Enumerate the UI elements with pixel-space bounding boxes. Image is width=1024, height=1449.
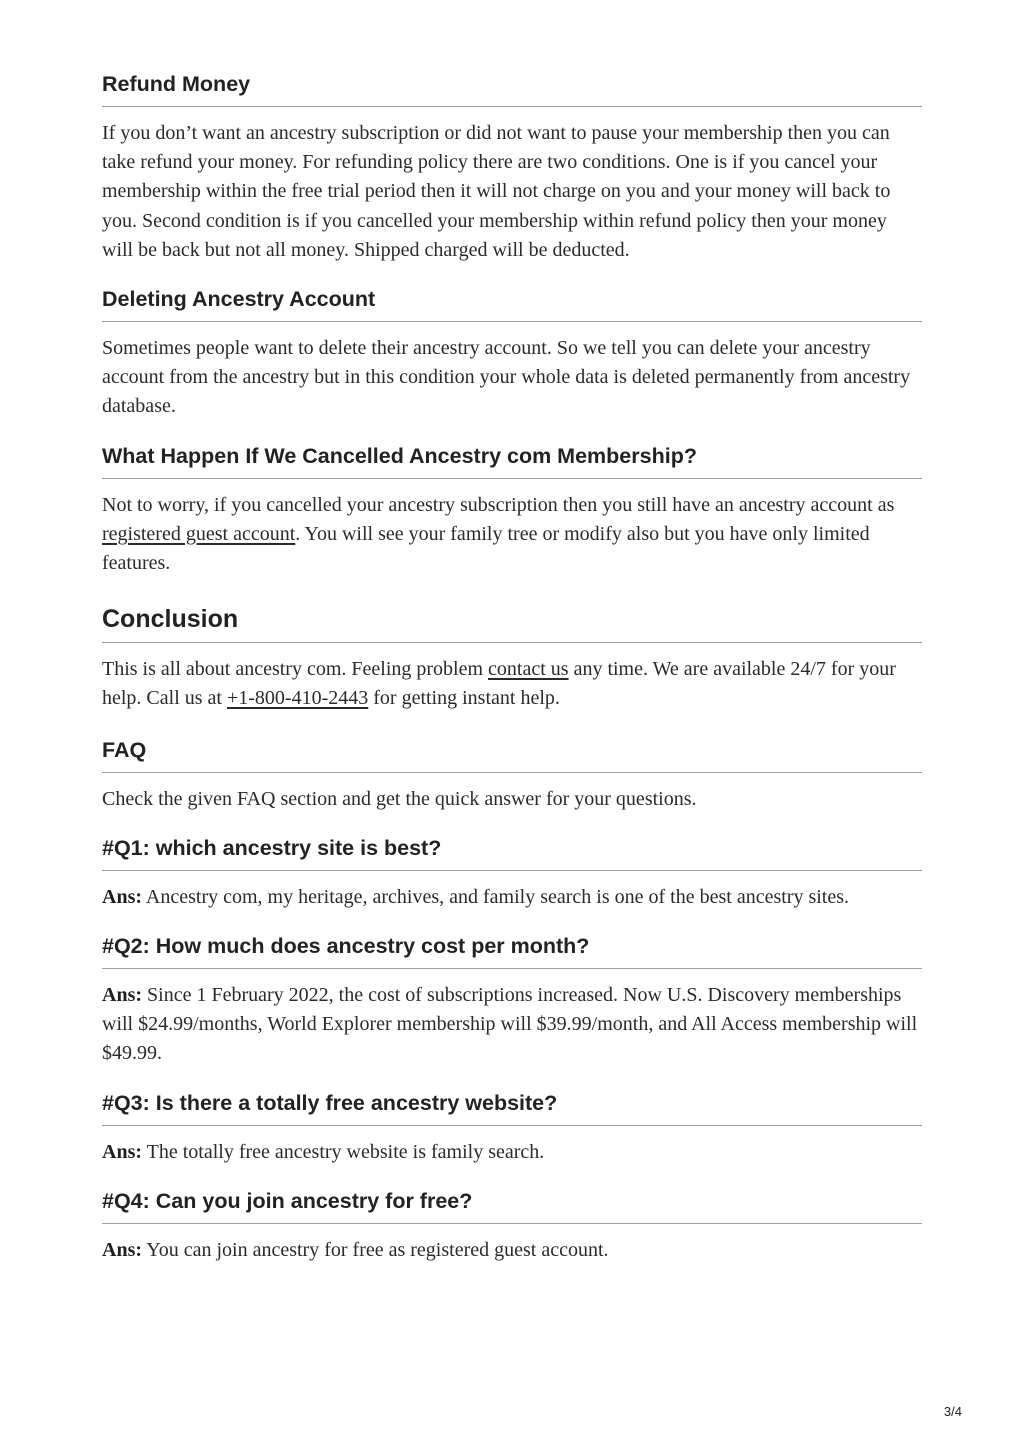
section-heading: What Happen If We Cancelled Ancestry com Membership? xyxy=(102,442,922,479)
page-number: 3/4 xyxy=(943,1404,962,1419)
faq-question-3 xyxy=(102,1089,922,1167)
contact-us-link[interactable]: contact us xyxy=(488,658,569,681)
paragraph-text: . You will see your family tree or modify also but you have only limited features. xyxy=(102,522,870,575)
answer-label: Ans: xyxy=(102,1238,143,1261)
question-heading: #Q4: Can you join ancestry for free? xyxy=(102,1187,922,1224)
section-paragraph xyxy=(102,491,922,579)
section-cancelled-membership xyxy=(102,442,922,579)
registered-guest-account-link[interactable]: registered guest account xyxy=(102,522,296,545)
phone-number-link[interactable]: +1-800-410-2443 xyxy=(226,687,369,710)
section-deleting-account xyxy=(102,285,922,422)
question-heading: #Q1: which ancestry site is best? xyxy=(102,834,922,871)
faq-question-2 xyxy=(102,932,922,1069)
paragraph-text: Not to worry, if you cancelled your ancestry subscription then you still have an ancestry account as xyxy=(102,493,895,516)
section-paragraph: Check the given FAQ section and get the quick answer for your questions. xyxy=(102,787,697,810)
section-paragraph: If you don’t want an ancestry subscription or did not want to pause your membership then you can take refund your money. For refunding policy there are two conditions. One is if you cancel your membership within the free trial period then it will not charge on you and your money will back to you. Second condition is if you cancelled your membership within refund policy then your money will be back but not all money. Shipped charged will be deducted. xyxy=(102,122,891,261)
answer-text: The totally free ancestry website is family search. xyxy=(142,1140,545,1163)
answer-paragraph xyxy=(102,1236,922,1265)
answer-label: Ans: xyxy=(102,885,143,908)
faq-question-4 xyxy=(102,1187,922,1265)
section-heading: Conclusion xyxy=(102,604,922,643)
answer-text: You can join ancestry for free as registered guest account. xyxy=(142,1238,609,1261)
section-paragraph xyxy=(102,655,922,713)
section-heading: Deleting Ancestry Account xyxy=(102,285,922,322)
question-heading: #Q3: Is there a totally free ancestry website? xyxy=(102,1089,922,1126)
section-heading: Refund Money xyxy=(102,70,922,107)
answer-paragraph xyxy=(102,1138,922,1167)
answer-paragraph xyxy=(102,883,922,912)
answer-label: Ans: xyxy=(102,984,143,1007)
section-paragraph: Sometimes people want to delete their ancestry account. So we tell you can delete your ancestry account from the ancestry but in this condition your whole data is deleted permanently from ancestry database. xyxy=(102,337,911,418)
answer-paragraph xyxy=(102,981,922,1069)
answer-label: Ans: xyxy=(102,1140,143,1163)
faq-question-1 xyxy=(102,834,922,912)
section-faq xyxy=(102,736,922,814)
paragraph-text: This is all about ancestry com. Feeling problem xyxy=(102,658,489,681)
answer-text: Ancestry com, my heritage, archives, and family search is one of the best ancestry sites. xyxy=(142,885,850,908)
question-heading: #Q2: How much does ancestry cost per month? xyxy=(102,932,922,969)
section-conclusion xyxy=(102,604,922,713)
section-refund-money xyxy=(102,70,922,265)
section-heading: FAQ xyxy=(102,736,922,773)
article-content xyxy=(102,66,922,1265)
paragraph-text: any time. We are available 24/7 for your help. Call us at xyxy=(102,658,896,710)
paragraph-text: for getting instant help. xyxy=(368,687,560,710)
answer-text: Since 1 February 2022, the cost of subscriptions increased. Now U.S. Discovery memberships will $24.99/months, World Explorer membership will $39.99/month, and All Access membership will $49.99. xyxy=(102,984,918,1065)
